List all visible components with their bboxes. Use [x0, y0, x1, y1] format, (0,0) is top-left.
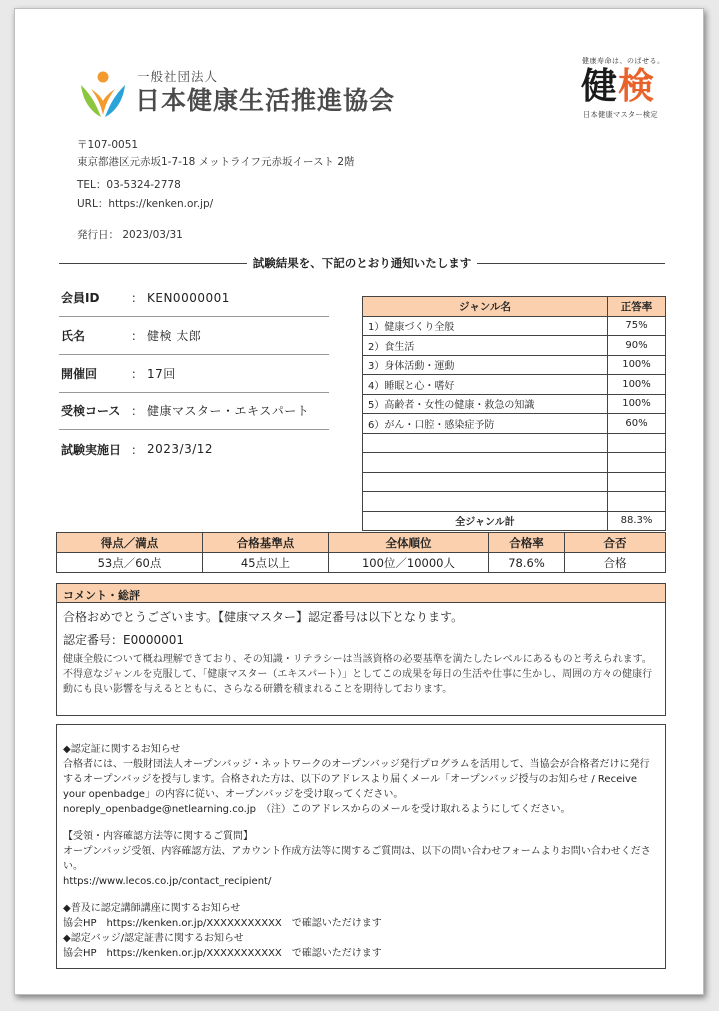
course-label: 受検コース: [61, 404, 121, 418]
comment-congrats: 合格おめでとうございます。【健康マスター】認定番号は以下となります。: [63, 610, 464, 624]
separator: ：: [131, 404, 144, 418]
website-url[interactable]: URL：https://kenken.or.jp/: [77, 198, 214, 210]
genre-table: [362, 296, 666, 531]
rate-cell: 60%: [608, 414, 666, 434]
empty-row: [363, 492, 666, 512]
kenken-logo-accent: 検: [618, 66, 656, 107]
score-header: 得点／満点: [57, 533, 203, 553]
pass-rate-value: 78.6%: [489, 553, 565, 573]
table-row: [363, 375, 666, 395]
course-value: 健康マスター・エキスパート: [147, 404, 310, 418]
name-row: [59, 317, 329, 355]
kenken-logo: [581, 65, 655, 109]
rank-value: 100位／10000人: [329, 553, 489, 573]
member-id-value: KEN0000001: [147, 290, 230, 305]
genre-cell: 3）身体活動・運動: [363, 355, 608, 375]
separator: ：: [131, 291, 144, 305]
rate-cell: 100%: [608, 375, 666, 395]
telephone: TEL：03-5324-2778: [77, 179, 181, 191]
rate-cell: 100%: [608, 355, 666, 375]
street-address: 東京都港区元赤坂1-7-18 メットライフ元赤坂イースト 2階: [77, 156, 355, 168]
pass-line-header: 合格基準点: [203, 533, 329, 553]
pass-rate-header: 合格率: [489, 533, 565, 553]
comment-body: 健康全般について概ね理解できており、その知識・リテラシーは当該資格の必要基準を満たしたレベルにあるものと考えられます。不得意なジャンルを克服して、「健康マスター（エキスパート）」としてこの成果を毎日の生活や仕事に生かし、周囲の方々の健康行動にも良い影響を与えるとともに、さらなる研鑽を積まれることを期待しております。: [63, 654, 653, 695]
table-row: [363, 414, 666, 434]
total-row: [363, 511, 666, 531]
separator: ：: [131, 442, 144, 457]
pass-line-value: 45点以上: [203, 553, 329, 573]
divider: [477, 263, 665, 264]
comment-title: コメント・総評: [57, 584, 665, 603]
score-table-header: [57, 533, 666, 553]
member-id-label: 会員ID: [61, 291, 100, 305]
rate-cell: 100%: [608, 394, 666, 414]
empty-row: [363, 453, 666, 473]
rate-cell: 75%: [608, 316, 666, 336]
genre-cell: 1）健康づくり全般: [363, 316, 608, 336]
genre-column-header: ジャンル名: [363, 297, 608, 317]
total-rate: 88.3%: [608, 511, 666, 531]
result-value: 合格: [565, 553, 666, 573]
postal-code: 〒107-0051: [77, 139, 139, 151]
divider: [59, 263, 247, 264]
table-row: [363, 336, 666, 356]
genre-cell: 4）睡眠と心・嗜好: [363, 375, 608, 395]
score-table: [56, 532, 666, 573]
exam-date-row: [59, 430, 329, 468]
rate-column-header: 正答率: [608, 297, 666, 317]
kenken-subtitle: 日本健康マスター検定: [583, 110, 658, 119]
kenken-logo-main: 健: [581, 66, 619, 107]
table-row: [363, 355, 666, 375]
certification-number: 認定番号：E0000001: [63, 633, 185, 647]
genre-table-header: [363, 297, 666, 317]
table-row: [363, 394, 666, 414]
inquiry-notice: 【受領・内容確認方法等に関するご質問】 オープンバッジ受領、内容確認方法、アカウント作成方法等に関するご質問は、以下の問い合わせフォームよりお問い合わせください。 https://www.lecos.co.jp/contact_recipient/: [63, 831, 651, 887]
exam-date-label: 試験実施日: [61, 442, 122, 457]
session-value: 17回: [147, 367, 176, 381]
org-subtitle: 一般社団法人: [137, 69, 219, 84]
exam-date-value: 2023/3/12: [147, 442, 214, 456]
section-title: [59, 255, 665, 271]
course-row: [59, 392, 329, 430]
name-label: 氏名: [61, 329, 86, 343]
genre-cell: 5）高齢者・女性の健康・救急の知識: [363, 394, 608, 414]
separator: ：: [131, 367, 144, 381]
genre-cell: 6）がん・口腔・感染症予防: [363, 414, 608, 434]
result-header: 合否: [565, 533, 666, 553]
section-title-text: 試験結果を、下記のとおり通知いたします: [252, 256, 472, 270]
total-label: 全ジャンル計: [363, 511, 608, 531]
badge-notice: ◆認定証に関するお知らせ 合格者には、一般財団法人オープンバッジ・ネットワークのオープンバッジ発行プログラムを活用して、当協会が合格者だけに発行するオープンバッジを授与します。合格された方は、以下のアドレスより届くメール「オープンバッジ授与のお知らせ / Receive your openbadge」の内容に従い、オープンバッジを受け取ってください。 noreply_openbadge@netlearning.co.jp （注）このアドレスからのメールを受け取れるようにしてください。: [63, 744, 650, 815]
name-value: 健検 太郎: [147, 329, 202, 343]
association-logo-icon: [75, 67, 131, 123]
table-row: [363, 316, 666, 336]
issue-date: 発行日： 2023/03/31: [77, 229, 183, 241]
empty-row: [363, 433, 666, 453]
score-row: [57, 553, 666, 573]
rank-header: 全体順位: [329, 533, 489, 553]
notice-box: [56, 724, 666, 969]
empty-row: [363, 472, 666, 492]
session-row: [59, 355, 329, 393]
comment-box: [56, 583, 666, 716]
session-label: 開催回: [61, 367, 98, 381]
member-id-row: [59, 279, 329, 317]
separator: ：: [131, 329, 144, 343]
other-notices: ◆普及に認定講師講座に関するお知らせ 協会HP https://kenken.or.jp/XXXXXXXXXXX で確認いただけます ◆認定バッジ/認定証書に関するお知らせ 協会HP https://kenken.or.jp/XXXXXXXXXXX で確認いただけます: [63, 903, 382, 959]
rate-cell: 90%: [608, 336, 666, 356]
score-value: 53点／60点: [57, 553, 203, 573]
result-sheet: [14, 8, 704, 995]
genre-cell: 2）食生活: [363, 336, 608, 356]
org-name: 日本健康生活推進協会: [135, 86, 396, 115]
kenken-tagline: 健康寿命は、のばせる。: [582, 57, 665, 65]
